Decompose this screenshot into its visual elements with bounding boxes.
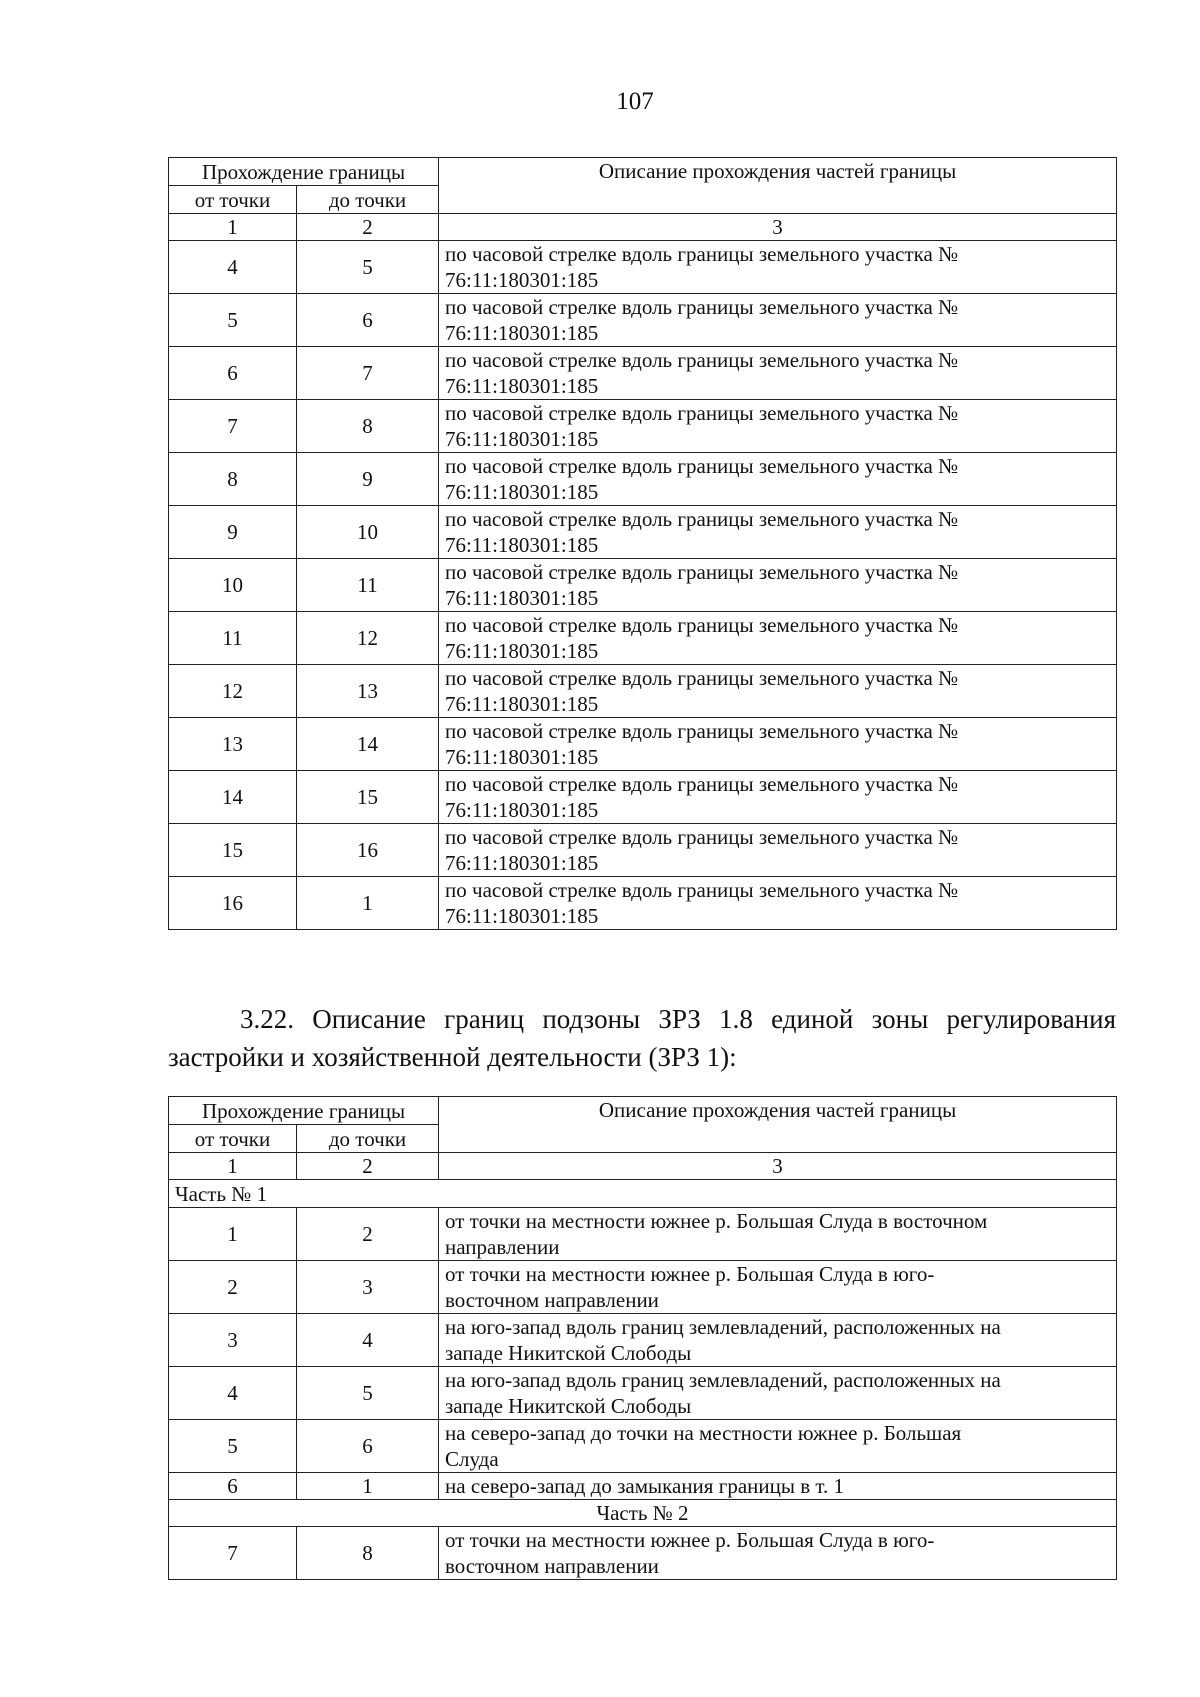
from-point: 5 xyxy=(169,294,297,347)
table-row xyxy=(169,559,1117,612)
table-row xyxy=(169,1208,1117,1261)
header-passage: Прохождение границы xyxy=(169,158,439,186)
description-line-2: 76:11:180301:185 xyxy=(445,639,599,663)
to-point: 8 xyxy=(297,400,439,453)
table-row xyxy=(169,824,1117,877)
table-row xyxy=(169,1473,1117,1500)
header-col-1: 1 xyxy=(169,1153,297,1180)
header-description: Описание прохождения частей границы xyxy=(439,158,1117,214)
table-row xyxy=(169,294,1117,347)
description-line-1: на юго-запад вдоль границ землевладений, расположенных на xyxy=(445,1315,1001,1339)
table-row xyxy=(169,400,1117,453)
from-point: 5 xyxy=(169,1420,297,1473)
boundary-description xyxy=(439,771,1117,824)
description-line-2: Слуда xyxy=(445,1447,499,1471)
to-point: 4 xyxy=(297,1314,439,1367)
from-point: 7 xyxy=(169,1527,297,1580)
boundary-table-2 xyxy=(168,1096,1117,1580)
description-line-2: 76:11:180301:185 xyxy=(445,745,599,769)
description-line-2: восточном направлении xyxy=(445,1288,659,1312)
section-heading-text: 3.22. Описание границ подзоны ЗРЗ 1.8 единой зоны регулирования застройки и хозяйственной деятельности (ЗРЗ 1): xyxy=(168,1004,1116,1072)
from-point: 10 xyxy=(169,559,297,612)
table-row xyxy=(169,1314,1117,1367)
description-line-1: по часовой стрелке вдоль границы земельного участка № xyxy=(445,719,959,743)
to-point: 15 xyxy=(297,771,439,824)
page-number: 107 xyxy=(616,88,654,115)
description-line-2: направлении xyxy=(445,1235,560,1259)
to-point: 10 xyxy=(297,506,439,559)
from-point: 7 xyxy=(169,400,297,453)
description-line-1: по часовой стрелке вдоль границы земельного участка № xyxy=(445,613,959,637)
boundary-description xyxy=(439,1314,1117,1367)
header-description: Описание прохождения частей границы xyxy=(439,1097,1117,1153)
to-point: 7 xyxy=(297,347,439,400)
description-line-2: западе Никитской Слободы xyxy=(445,1394,692,1418)
section-heading xyxy=(168,1000,1116,1076)
from-point: 4 xyxy=(169,241,297,294)
to-point: 11 xyxy=(297,559,439,612)
boundary-description xyxy=(439,1527,1117,1580)
header-col-2: 2 xyxy=(297,1153,439,1180)
boundary-description xyxy=(439,347,1117,400)
boundary-description xyxy=(439,241,1117,294)
boundary-description xyxy=(439,1367,1117,1420)
to-point: 6 xyxy=(297,294,439,347)
table-row xyxy=(169,665,1117,718)
from-point: 9 xyxy=(169,506,297,559)
description-line-1: по часовой стрелке вдоль границы земельного участка № xyxy=(445,401,959,425)
from-point: 3 xyxy=(169,1314,297,1367)
description-line-1: по часовой стрелке вдоль границы земельного участка № xyxy=(445,878,959,902)
description-line-1: по часовой стрелке вдоль границы земельного участка № xyxy=(445,825,959,849)
part-2-label: Часть № 2 xyxy=(169,1500,1117,1527)
from-point: 12 xyxy=(169,665,297,718)
from-point: 8 xyxy=(169,453,297,506)
from-point: 2 xyxy=(169,1261,297,1314)
from-point: 4 xyxy=(169,1367,297,1420)
from-point: 11 xyxy=(169,612,297,665)
from-point: 1 xyxy=(169,1208,297,1261)
table-row xyxy=(169,241,1117,294)
description-line-1: по часовой стрелке вдоль границы земельного участка № xyxy=(445,666,959,690)
part-1-label: Часть № 1 xyxy=(169,1180,1117,1208)
description-line-1: по часовой стрелке вдоль границы земельного участка № xyxy=(445,454,959,478)
to-point: 3 xyxy=(297,1261,439,1314)
table-row xyxy=(169,347,1117,400)
boundary-description xyxy=(439,1208,1117,1261)
boundary-description xyxy=(439,877,1117,930)
description-line-1: от точки на местности южнее р. Большая Слуда в юго- xyxy=(445,1262,935,1286)
description-line-1: на юго-запад вдоль границ землевладений, расположенных на xyxy=(445,1368,1001,1392)
boundary-description xyxy=(439,453,1117,506)
description-line-2: 76:11:180301:185 xyxy=(445,268,599,292)
description-line-2: 76:11:180301:185 xyxy=(445,533,599,557)
header-passage: Прохождение границы xyxy=(169,1097,439,1125)
to-point: 5 xyxy=(297,241,439,294)
description-line-1: по часовой стрелке вдоль границы земельного участка № xyxy=(445,242,959,266)
table-row xyxy=(169,718,1117,771)
boundary-description xyxy=(439,559,1117,612)
to-point: 8 xyxy=(297,1527,439,1580)
description-line-1: на северо-запад до замыкания границы в т. 1 xyxy=(445,1474,844,1498)
description-line-2: западе Никитской Слободы xyxy=(445,1341,692,1365)
boundary-description xyxy=(439,612,1117,665)
table-row xyxy=(169,877,1117,930)
header-from: от точки xyxy=(169,186,297,214)
description-line-1: по часовой стрелке вдоль границы земельного участка № xyxy=(445,772,959,796)
from-point: 15 xyxy=(169,824,297,877)
description-line-1: по часовой стрелке вдоль границы земельного участка № xyxy=(445,295,959,319)
description-line-2: 76:11:180301:185 xyxy=(445,374,599,398)
boundary-description xyxy=(439,400,1117,453)
boundary-description xyxy=(439,1261,1117,1314)
boundary-description xyxy=(439,294,1117,347)
to-point: 16 xyxy=(297,824,439,877)
to-point: 13 xyxy=(297,665,439,718)
from-point: 13 xyxy=(169,718,297,771)
boundary-table-1 xyxy=(168,157,1117,930)
to-point: 1 xyxy=(297,1473,439,1500)
boundary-description xyxy=(439,506,1117,559)
to-point: 12 xyxy=(297,612,439,665)
description-line-2: 76:11:180301:185 xyxy=(445,904,599,928)
description-line-2: 76:11:180301:185 xyxy=(445,692,599,716)
to-point: 6 xyxy=(297,1420,439,1473)
header-to: до точки xyxy=(297,1125,439,1153)
table-row xyxy=(169,1527,1117,1580)
description-line-2: 76:11:180301:185 xyxy=(445,480,599,504)
boundary-description xyxy=(439,1420,1117,1473)
table-row xyxy=(169,453,1117,506)
header-col-2: 2 xyxy=(297,214,439,241)
header-to: до точки xyxy=(297,186,439,214)
table-row xyxy=(169,1420,1117,1473)
to-point: 5 xyxy=(297,1367,439,1420)
description-line-1: по часовой стрелке вдоль границы земельного участка № xyxy=(445,348,959,372)
table-row xyxy=(169,771,1117,824)
description-line-2: 76:11:180301:185 xyxy=(445,851,599,875)
header-from: от точки xyxy=(169,1125,297,1153)
to-point: 9 xyxy=(297,453,439,506)
from-point: 6 xyxy=(169,1473,297,1500)
header-col-1: 1 xyxy=(169,214,297,241)
boundary-description xyxy=(439,718,1117,771)
description-line-2: 76:11:180301:185 xyxy=(445,798,599,822)
header-col-3: 3 xyxy=(439,214,1117,241)
table-row xyxy=(169,506,1117,559)
to-point: 14 xyxy=(297,718,439,771)
description-line-2: 76:11:180301:185 xyxy=(445,427,599,451)
description-line-1: от точки на местности южнее р. Большая Слуда в восточном xyxy=(445,1209,988,1233)
from-point: 6 xyxy=(169,347,297,400)
header-col-3: 3 xyxy=(439,1153,1117,1180)
description-line-2: 76:11:180301:185 xyxy=(445,586,599,610)
table-row xyxy=(169,612,1117,665)
to-point: 1 xyxy=(297,877,439,930)
description-line-1: от точки на местности южнее р. Большая Слуда в юго- xyxy=(445,1528,935,1552)
boundary-description xyxy=(439,1473,1117,1500)
description-line-1: по часовой стрелке вдоль границы земельного участка № xyxy=(445,507,959,531)
description-line-1: на северо-запад до точки на местности южнее р. Большая xyxy=(445,1421,962,1445)
description-line-2: восточном направлении xyxy=(445,1554,659,1578)
from-point: 14 xyxy=(169,771,297,824)
to-point: 2 xyxy=(297,1208,439,1261)
description-line-1: по часовой стрелке вдоль границы земельного участка № xyxy=(445,560,959,584)
table-row xyxy=(169,1261,1117,1314)
boundary-description xyxy=(439,824,1117,877)
from-point: 16 xyxy=(169,877,297,930)
description-line-2: 76:11:180301:185 xyxy=(445,321,599,345)
boundary-description xyxy=(439,665,1117,718)
table-row xyxy=(169,1367,1117,1420)
